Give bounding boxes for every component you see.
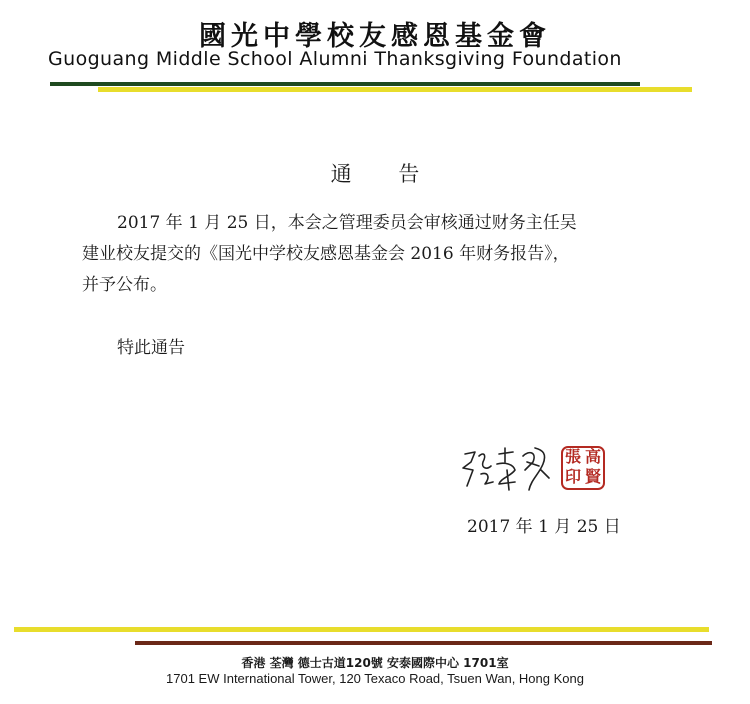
footer-rule-yellow: [14, 627, 709, 632]
notice-closing: 特此通告: [117, 338, 185, 358]
notice-body-line-3: 并予公布。: [82, 275, 167, 295]
notice-body-line-2: 建业校友提交的《国光中学校友感恩基金会 2016 年财务报告》，: [82, 244, 570, 264]
address-english: 1701 EW International Tower, 120 Texaco Road, Tsuen Wan, Hong Kong: [166, 671, 584, 686]
seal-character: 賢: [584, 467, 601, 486]
address-chinese: 香港 荃灣 德士古道120號 安泰國際中心 1701室: [241, 656, 509, 670]
foundation-name-english: Guoguang Middle School Alumni Thanksgiving Foundation: [48, 48, 622, 70]
foundation-name-chinese: 國光中學校友感恩基金會: [199, 21, 551, 52]
handwritten-signature: [457, 440, 557, 496]
header-rule-yellow: [98, 87, 692, 92]
notice-title: 通 告: [330, 162, 440, 186]
notice-body-line-1: 2017 年 1 月 25 日，本会之管理委员会审核通过财务主任吴: [117, 213, 577, 233]
seal-character: 高: [584, 447, 601, 466]
red-seal-stamp: [561, 446, 605, 490]
seal-character: 印: [564, 467, 581, 486]
footer-rule-brown: [135, 641, 712, 645]
header-rule-green: [50, 82, 640, 86]
notice-date: 2017 年 1 月 25 日: [467, 517, 621, 537]
seal-character: 張: [564, 447, 581, 466]
